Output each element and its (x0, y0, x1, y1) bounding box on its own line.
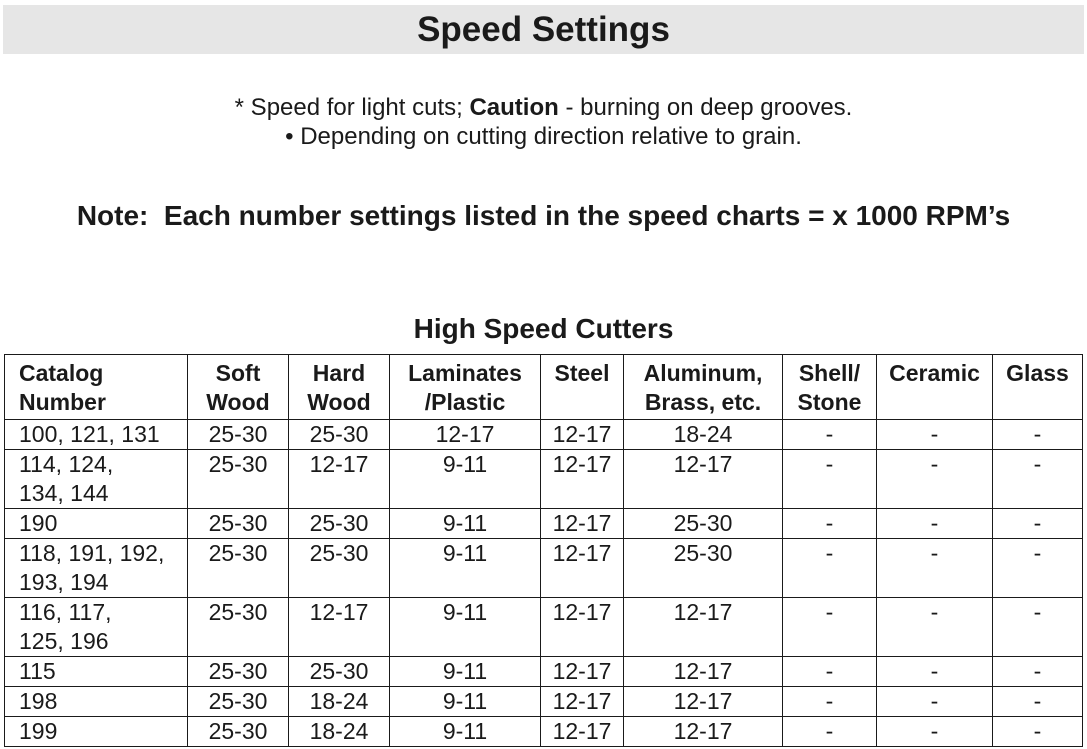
soft-wood-cell: 25-30 (188, 450, 289, 509)
notes (0, 93, 1087, 151)
column-header-line: Wood (206, 389, 270, 415)
table-header (5, 355, 1083, 420)
column-header-soft-wood (188, 355, 289, 420)
column-header-line: Aluminum, (643, 360, 763, 386)
steel-cell: 12-17 (541, 450, 624, 509)
soft-wood-cell: 25-30 (188, 539, 289, 598)
catalog-number-cell (5, 539, 188, 598)
shell-cell: - (783, 687, 877, 717)
catalog-number-line: 116, 117, (19, 599, 112, 625)
column-header-line: Shell/ (798, 360, 861, 386)
table-row (5, 509, 1083, 539)
glass-cell: - (993, 657, 1083, 687)
column-header-hard-wood (289, 355, 390, 420)
catalog-number-line: 193, 194 (19, 569, 109, 595)
glass-cell: - (993, 450, 1083, 509)
column-header-laminates-plastic (390, 355, 541, 420)
shell-cell: - (783, 717, 877, 747)
glass-cell: - (993, 539, 1083, 598)
catalog-number-cell (5, 509, 188, 539)
caution-label: Caution (469, 94, 559, 121)
ceramic-cell: - (877, 509, 993, 539)
hard-wood-cell: 12-17 (289, 598, 390, 657)
steel-cell: 12-17 (541, 657, 624, 687)
hard-wood-cell: 25-30 (289, 539, 390, 598)
ceramic-cell: - (877, 657, 993, 687)
rpm-note: Note: Each number settings listed in the speed charts = x 1000 RPM’s (76, 200, 1011, 231)
column-header-steel (541, 355, 624, 420)
steel-cell: 12-17 (541, 687, 624, 717)
table-body (5, 420, 1083, 747)
ceramic-cell: - (877, 450, 993, 509)
hard-wood-cell: 25-30 (289, 420, 390, 450)
catalog-number-cell (5, 598, 188, 657)
aluminum-cell: 25-30 (624, 539, 783, 598)
aluminum-cell: 18-24 (624, 420, 783, 450)
catalog-number-line: 125, 196 (19, 628, 109, 654)
hard-wood-cell: 18-24 (289, 717, 390, 747)
catalog-number-line: 190 (19, 510, 58, 536)
catalog-number-line: 118, 191, 192, (19, 540, 165, 566)
column-header-line: Glass (1006, 360, 1069, 386)
aluminum-cell: 25-30 (624, 509, 783, 539)
column-header-line: Hard (312, 360, 366, 386)
steel-cell: 12-17 (541, 420, 624, 450)
aluminum-cell: 12-17 (624, 717, 783, 747)
aluminum-cell: 12-17 (624, 687, 783, 717)
steel-cell: 12-17 (541, 509, 624, 539)
note-line-1-suffix: - burning on deep grooves. (558, 94, 853, 121)
column-header-ceramic (877, 355, 993, 420)
steel-cell: 12-17 (541, 717, 624, 747)
column-header-aluminum-brass (624, 355, 783, 420)
laminates-cell: 9-11 (390, 657, 541, 687)
ceramic-cell: - (877, 717, 993, 747)
table-row (5, 420, 1083, 450)
title-bar (3, 5, 1084, 54)
column-header-line: Steel (554, 360, 610, 386)
soft-wood-cell: 25-30 (188, 717, 289, 747)
page-title: Speed Settings (417, 10, 670, 49)
laminates-cell: 9-11 (390, 598, 541, 657)
catalog-number-line: 115 (19, 658, 56, 684)
column-header-catalog-number (5, 355, 188, 420)
column-header-shell-stone (783, 355, 877, 420)
table-row (5, 539, 1083, 598)
shell-cell: - (783, 450, 877, 509)
note-line-1 (0, 93, 1087, 122)
catalog-number-cell (5, 420, 188, 450)
laminates-cell: 9-11 (390, 687, 541, 717)
table-row (5, 657, 1083, 687)
header-row (5, 355, 1083, 420)
steel-cell: 12-17 (541, 598, 624, 657)
shell-cell: - (783, 539, 877, 598)
table-row (5, 687, 1083, 717)
catalog-number-cell (5, 717, 188, 747)
shell-cell: - (783, 509, 877, 539)
shell-cell: - (783, 598, 877, 657)
table-row (5, 598, 1083, 657)
glass-cell: - (993, 717, 1083, 747)
soft-wood-cell: 25-30 (188, 509, 289, 539)
speed-table (4, 354, 1083, 747)
aluminum-cell: 12-17 (624, 450, 783, 509)
glass-cell: - (993, 598, 1083, 657)
hard-wood-cell: 25-30 (289, 509, 390, 539)
laminates-cell: 9-11 (390, 450, 541, 509)
ceramic-cell: - (877, 598, 993, 657)
column-header-line: Catalog (19, 360, 104, 386)
column-header-glass (993, 355, 1083, 420)
laminates-cell: 12-17 (390, 420, 541, 450)
ceramic-cell: - (877, 420, 993, 450)
shell-cell: - (783, 420, 877, 450)
column-header-line: Brass, etc. (644, 389, 762, 415)
ceramic-cell: - (877, 687, 993, 717)
column-header-line: /Plastic (424, 389, 506, 415)
catalog-number-line: 134, 144 (19, 480, 109, 506)
hard-wood-cell: 18-24 (289, 687, 390, 717)
aluminum-cell: 12-17 (624, 598, 783, 657)
table-row (5, 450, 1083, 509)
laminates-cell: 9-11 (390, 509, 541, 539)
note-line-1-prefix: * Speed for light cuts; (234, 94, 470, 121)
note-line-2: • Depending on cutting direction relative to grain. (285, 123, 802, 150)
shell-cell: - (783, 657, 877, 687)
catalog-number-cell (5, 450, 188, 509)
laminates-cell: 9-11 (390, 717, 541, 747)
glass-cell: - (993, 687, 1083, 717)
catalog-number-cell (5, 687, 188, 717)
glass-cell: - (993, 420, 1083, 450)
aluminum-cell: 12-17 (624, 657, 783, 687)
ceramic-cell: - (877, 539, 993, 598)
column-header-line: Number (19, 389, 106, 415)
soft-wood-cell: 25-30 (188, 420, 289, 450)
soft-wood-cell: 25-30 (188, 687, 289, 717)
catalog-number-line: 100, 121, 131 (19, 421, 160, 447)
column-header-line: Ceramic (889, 360, 980, 386)
table-title: High Speed Cutters (413, 313, 674, 344)
glass-cell: - (993, 509, 1083, 539)
column-header-line: Wood (307, 389, 371, 415)
column-header-line: Stone (797, 389, 862, 415)
hard-wood-cell: 25-30 (289, 657, 390, 687)
catalog-number-line: 199 (19, 718, 58, 744)
column-header-line: Laminates (408, 360, 522, 386)
table-row (5, 717, 1083, 747)
column-header-line: Soft (215, 360, 261, 386)
soft-wood-cell: 25-30 (188, 598, 289, 657)
catalog-number-line: 114, 124, (19, 451, 114, 477)
soft-wood-cell: 25-30 (188, 657, 289, 687)
catalog-number-cell (5, 657, 188, 687)
laminates-cell: 9-11 (390, 539, 541, 598)
steel-cell: 12-17 (541, 539, 624, 598)
catalog-number-line: 198 (19, 688, 58, 714)
hard-wood-cell: 12-17 (289, 450, 390, 509)
